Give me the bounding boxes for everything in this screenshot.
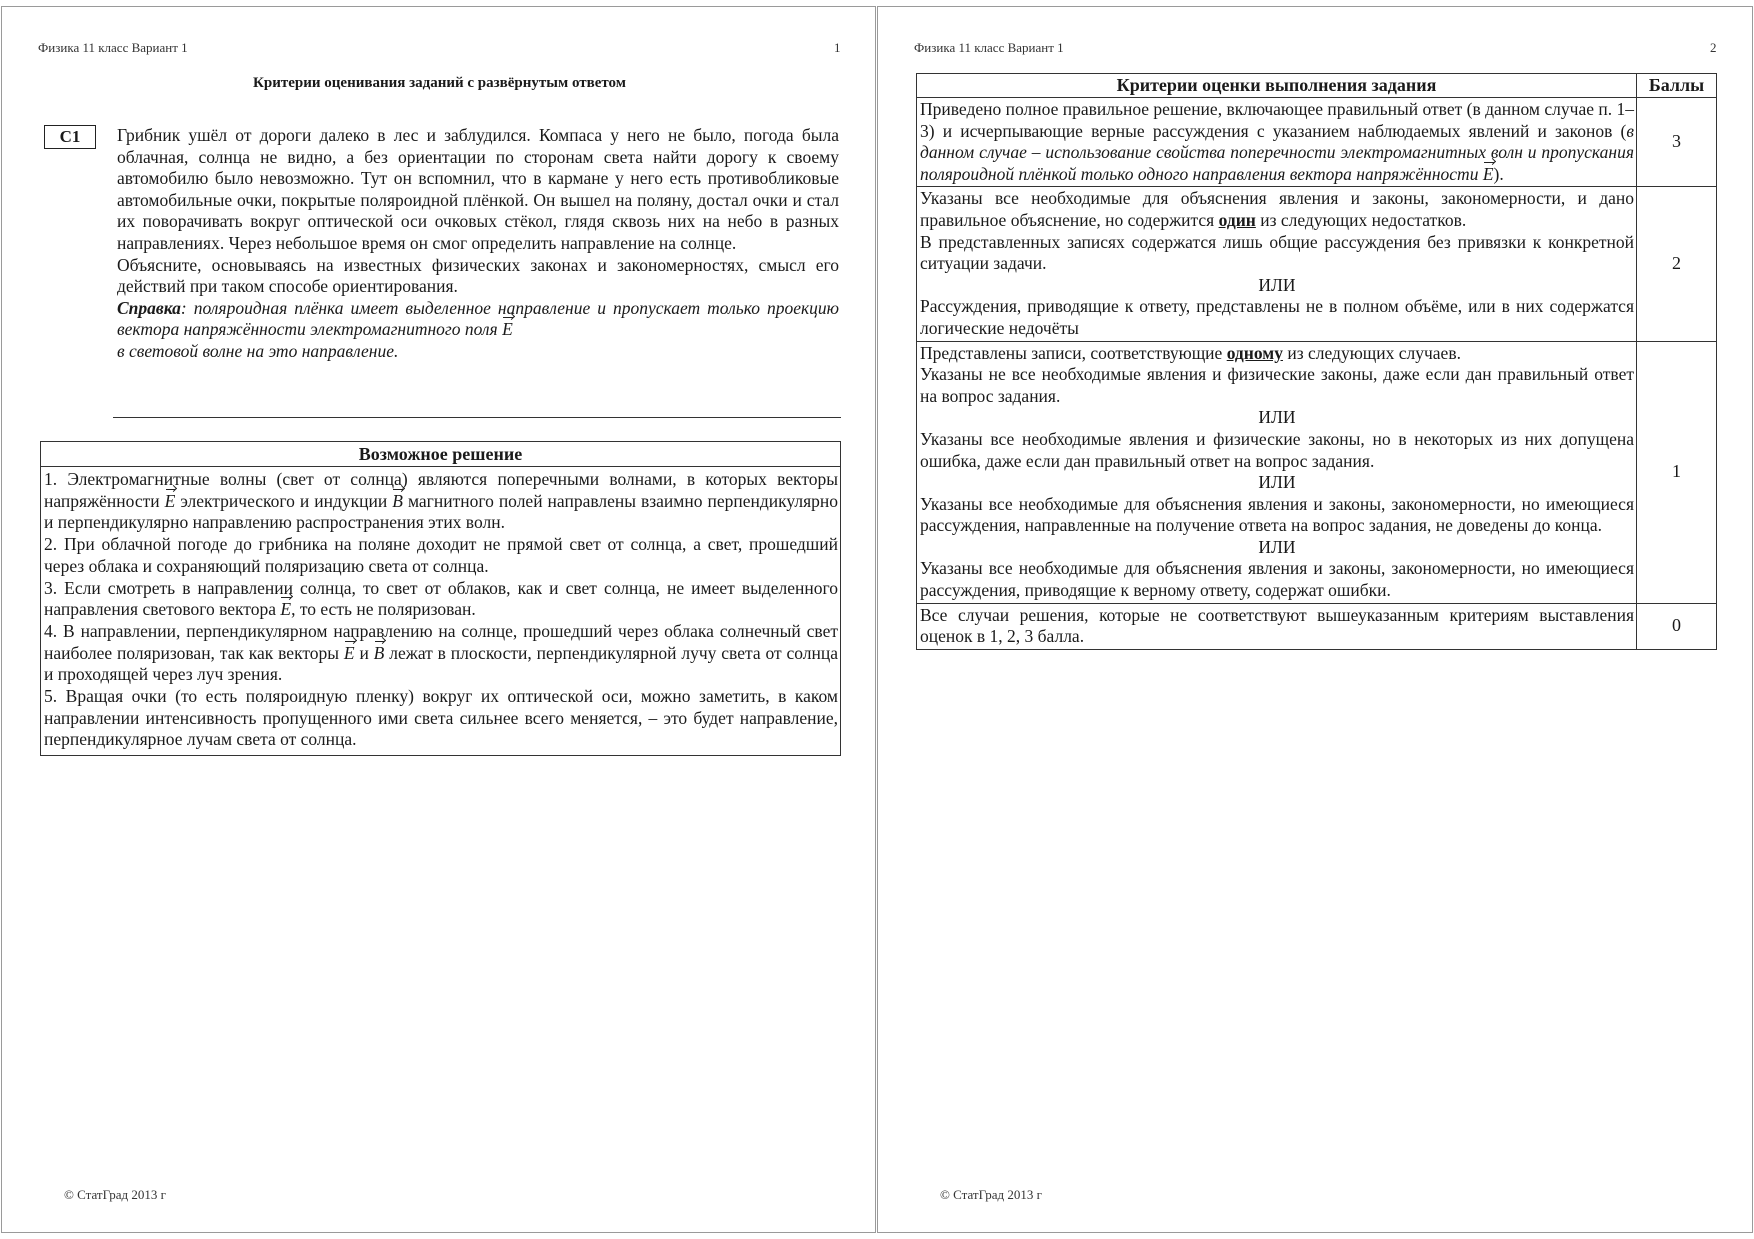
task-reference: [117, 298, 839, 363]
criterion-text-tail: из следующих случаев.: [1287, 342, 1461, 363]
solution-step-3-b: , то есть не поляризован.: [291, 599, 476, 620]
vector-e-symbol: E: [1482, 163, 1494, 184]
solution-step-4-b: лежат в плоскости, перпендикулярной лучу света от солнца и проходящей через луч зрения.: [44, 642, 838, 685]
page-2: [877, 6, 1753, 1233]
solution-step-1: [44, 469, 838, 534]
page-header: Физика 11 класс Вариант 1: [914, 40, 1064, 55]
criterion-cell: [917, 187, 1637, 341]
points-cell: 2: [1637, 187, 1717, 341]
table-row: [917, 341, 1717, 603]
criteria-table: [916, 73, 1717, 650]
points-cell: 3: [1637, 98, 1717, 187]
solution-step-1-b: электрического и индукции: [180, 490, 388, 511]
solution-step-4: [44, 621, 838, 686]
or-separator: ИЛИ: [1258, 536, 1296, 557]
criterion-item: Указаны все необходимые для объяснения явления и законы, закономерности, но имеющиеся рассуждения, приводящие к верному ответу, содержат ошибки.: [920, 558, 1634, 601]
criterion-text: Представлены записи, соответствующие: [920, 342, 1223, 363]
or-separator: ИЛИ: [1258, 274, 1296, 295]
points-cell: 1: [1637, 341, 1717, 603]
task-divider: [113, 417, 841, 418]
criterion-tail: ).: [1493, 163, 1504, 184]
vector-e-symbol: E: [343, 642, 355, 663]
criterion-item: Указаны все необходимые для объяснения явления и законы, закономерности, но имеющиеся рассуждения, направленные на получение ответа на вопрос задания, не доведены до конца.: [920, 493, 1634, 536]
criterion-cell: [917, 341, 1637, 603]
criterion-text: Приведено полное правильное решение, включающее правильный ответ (в данном случае п. 1–3) и исчерпывающие верные рассуждения с указанием наблюдаемых явлений и законов (: [920, 99, 1634, 141]
vector-b-symbol: B: [392, 490, 403, 511]
task-question: Объясните, основываясь на известных физических законах и закономерностях, смысл его действий при таком способе ориентирования.: [117, 254, 839, 297]
solution-body: [41, 467, 840, 755]
criterion-emphasis: одному: [1226, 342, 1283, 363]
vector-b-symbol: B: [373, 642, 385, 663]
criterion-item: Указаны не все необходимые явления и физические законы, даже если дан правильный ответ на вопрос задания.: [920, 364, 1634, 406]
criterion-cell: [917, 98, 1637, 187]
criterion-item: Рассуждения, приводящие к ответу, представлены не в полном объёме, или в них содержатся логические недочёты: [920, 296, 1634, 338]
solution-step-4-a: 4. В направлении, перпендикулярном направлению на солнце, прошедший через облака солнечный свет наиболее поляризован, так как векторы: [44, 620, 838, 663]
solution-title: Возможное решение: [41, 442, 840, 467]
vector-e-symbol: E: [502, 319, 513, 340]
reference-label: Справка: [117, 297, 181, 318]
solution-box: [40, 441, 841, 756]
vector-e-symbol: E: [164, 490, 176, 511]
points-column-header: Баллы: [1637, 74, 1717, 98]
vector-e-symbol: E: [280, 599, 292, 620]
criterion-italic: в данном случае – использование свойства поперечности электромагнитных волн и пропускания поляроидной плёнкой только одного направления вектора напряжённости: [920, 120, 1634, 184]
page-number: 2: [1710, 40, 1717, 55]
table-row: [917, 98, 1717, 187]
criterion-emphasis: один: [1218, 209, 1256, 230]
page-header: Физика 11 класс Вариант 1: [38, 40, 188, 55]
page-number: 1: [834, 40, 841, 55]
solution-step-5: 5. Вращая очки (то есть поляроидную пленку) вокруг их оптической оси, можно заметить, в каком направлении интенсивность пропущенного ими света сильнее всего меняется, – это будет направление, перпендикулярное лучам света от солнца.: [44, 686, 838, 750]
solution-step-4-and: и: [359, 642, 369, 663]
solution-step-1-a: 1. Электромагнитные волны (свет от солнца) являются поперечными волнами, в которых векторы напряжённости: [44, 469, 838, 511]
page-footer: © СтатГрад 2013 г: [64, 1187, 166, 1202]
criterion-cell: Все случаи решения, которые не соответствуют вышеуказанным критериям выставления оценок в 1, 2, 3 балла.: [917, 603, 1637, 649]
reference-text: : поляроидная плёнка имеет выделенное направление и пропускает только проекцию вектора напряжённости электромагнитного поля: [117, 297, 839, 340]
solution-step-1-c: магнитного полей направлены взаимно перпендикулярно и перпендикулярно направлению распространения этих волн.: [44, 490, 839, 533]
or-separator: ИЛИ: [1258, 407, 1296, 428]
criterion-text-tail: из следующих недостатков.: [1260, 209, 1467, 230]
points-cell: 0: [1637, 603, 1717, 649]
page-footer: © СтатГрад 2013 г: [940, 1187, 1042, 1202]
criterion-item: В представленных записях содержатся лишь общие рассуждения без привязки к конкретной ситуации задачи.: [920, 231, 1634, 274]
table-row: [917, 187, 1717, 341]
solution-step-2: 2. При облачной погоде до грибника на поляне доходит не прямой свет от солнца, а свет, прошедший через облака и сохраняющий поляризацию света от солнца.: [44, 534, 838, 576]
section-title: Критерии оценивания заданий с развёрнутым ответом: [253, 75, 626, 91]
reference-tail: в световой волне на это направление.: [117, 340, 399, 361]
task-text: Грибник ушёл от дороги далеко в лес и заблудился. Компаса у него не было, погода была облачная, солнца не видно, а без ориентации по сторонам света найти дорогу к своему автомобилю было невозможно. Тут он вспомнил, что в кармане у него есть противобликовые автомобильные очки, покрытые поляроидной плёнкой. Он вышел на поляну, достал очки и стал их поворачивать вокруг оптической оси очковых стёкол, глядя сквозь них на небо в разных направлениях. Через небольшое время он смог определить направление на солнце.: [117, 125, 839, 253]
task-label: С1: [44, 125, 96, 149]
page-1: [1, 6, 876, 1233]
or-separator: ИЛИ: [1258, 472, 1296, 493]
solution-step-3-a: 3. Если смотреть в направлении солнца, то свет от облаков, как и свет солнца, не имеет выделенного направления светового вектора: [44, 577, 838, 620]
criterion-item: Указаны все необходимые явления и физические законы, но в некоторых из них допущена ошибка, даже если дан правильный ответ на вопрос задания.: [920, 428, 1634, 471]
criteria-column-header: Критерии оценки выполнения задания: [917, 74, 1637, 98]
solution-step-3: [44, 578, 838, 621]
criterion-text: Указаны все необходимые для объяснения явления и законы, закономерности, и дано правильное объяснение, но содержится: [920, 188, 1634, 230]
table-row: [917, 603, 1717, 649]
task-statement: [117, 125, 839, 363]
table-header-row: [917, 74, 1717, 98]
